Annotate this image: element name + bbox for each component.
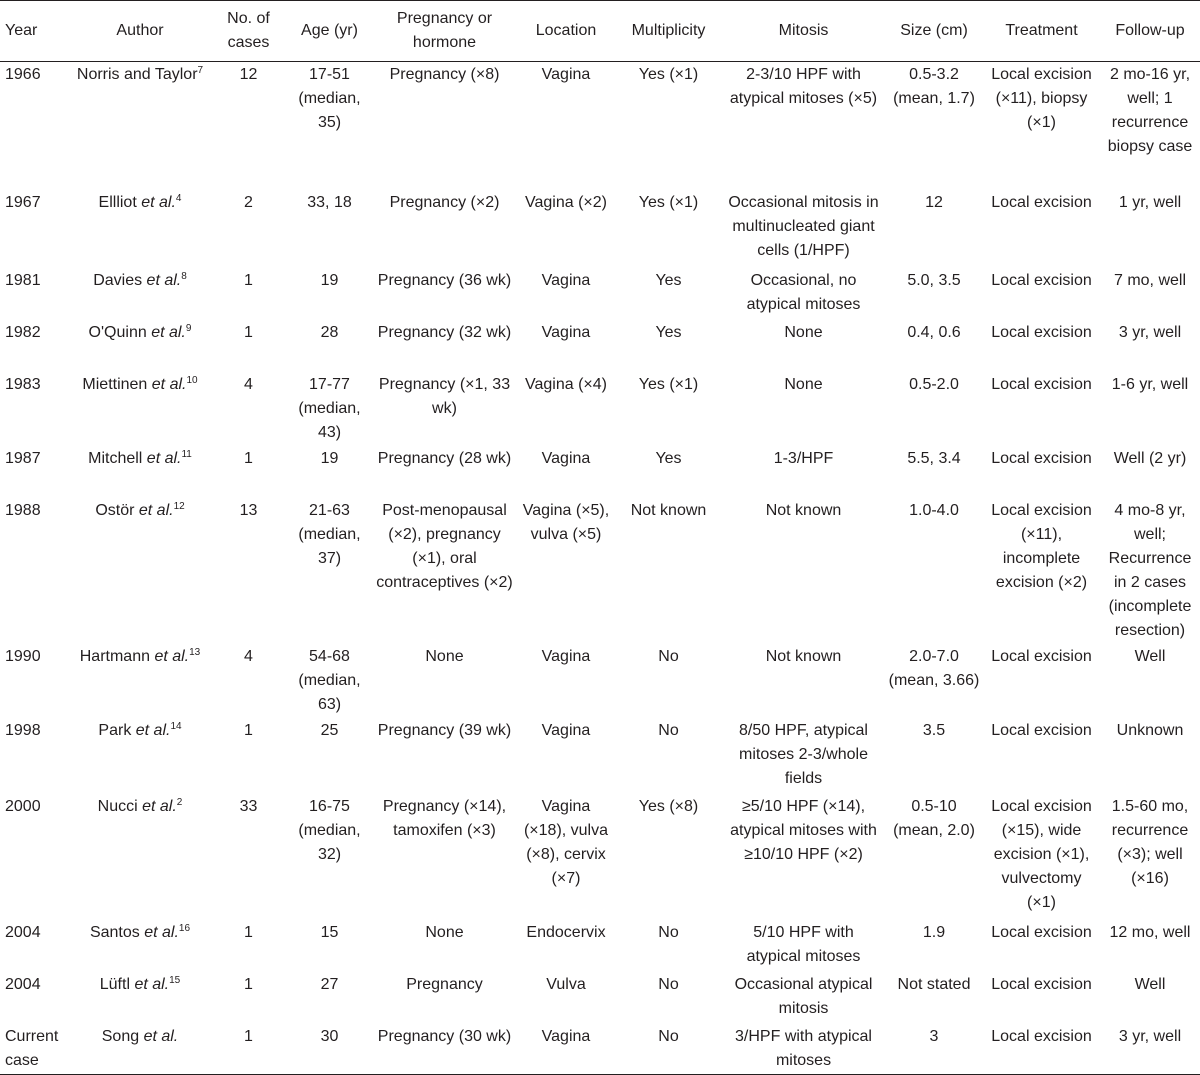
cell-followup: Well xyxy=(1134,976,1166,993)
table-row xyxy=(0,644,1200,718)
header-row xyxy=(0,1,1200,62)
cell-age: 19 xyxy=(320,272,339,289)
cell-age: 30 xyxy=(287,1024,372,1075)
cell-mitosis: 2-3/10 HPF with atypical mitoses (×5) xyxy=(729,66,878,107)
cell-year: Current case xyxy=(0,1024,70,1075)
header-size: Size (cm) xyxy=(885,1,983,62)
reference-number: 14 xyxy=(170,721,182,732)
cell-age: 16-75 (median, 32) xyxy=(298,798,361,863)
cell-year: 1967 xyxy=(5,194,41,211)
cell-size: 0.4, 0.6 xyxy=(907,324,961,341)
cell-mitosis: None xyxy=(784,376,823,393)
cell-pregnancy: Pregnancy (32 wk) xyxy=(377,324,512,341)
header-author: Author xyxy=(70,1,210,62)
cell-year: 1987 xyxy=(5,450,41,467)
reference-number: 15 xyxy=(169,975,181,986)
table-row xyxy=(0,268,1200,320)
cell-year: 1990 xyxy=(5,648,41,665)
table-row xyxy=(0,498,1200,644)
cell-multiplicity: No xyxy=(658,648,679,665)
cell-year: 1988 xyxy=(5,502,41,519)
cell-followup: 12 mo, well xyxy=(1109,924,1191,941)
cell-treatment: Local excision xyxy=(991,450,1092,467)
table-row xyxy=(0,920,1200,972)
cell-followup: 2 mo-16 yr, well; 1 recurrence biopsy case xyxy=(1107,66,1193,155)
cell-cases: 33 xyxy=(239,798,258,815)
header-cases: No. of cases xyxy=(210,1,287,62)
cell-author xyxy=(70,62,210,191)
author-name: Davies xyxy=(93,272,147,289)
cell-mitosis: Occasional, no atypical mitoses xyxy=(746,272,861,313)
author-name: Ellliot xyxy=(98,194,142,211)
cell-cases: 4 xyxy=(244,648,253,665)
cell-age: 25 xyxy=(320,722,339,739)
author-name: Nucci xyxy=(97,798,143,815)
cell-author xyxy=(70,498,210,644)
cell-age: 27 xyxy=(320,976,339,993)
author-et-al: et al. xyxy=(135,722,171,739)
table-row xyxy=(0,794,1200,920)
table-body xyxy=(0,62,1200,1075)
cell-location: Vagina xyxy=(541,66,591,83)
cell-followup: 7 mo, well xyxy=(1113,272,1187,289)
cell-multiplicity: No xyxy=(658,722,679,739)
cell-age: 17-77 (median, 43) xyxy=(298,376,361,441)
cell-size: 3 xyxy=(885,1024,983,1075)
cell-multiplicity: No xyxy=(615,1024,722,1075)
author-et-al: et al. xyxy=(138,502,174,519)
cell-size: 0.5-3.2 (mean, 1.7) xyxy=(893,66,975,107)
reference-number: 13 xyxy=(189,647,201,658)
reference-number: 16 xyxy=(178,923,191,934)
header-year: Year xyxy=(0,1,70,62)
cell-age: 15 xyxy=(320,924,339,941)
cell-location: Vagina xyxy=(541,324,591,341)
author-et-al: et al. xyxy=(151,376,187,393)
cell-author xyxy=(70,446,210,498)
reference-number: 9 xyxy=(185,323,192,334)
cell-age: 21-63 (median, 37) xyxy=(298,502,361,567)
header-age: Age (yr) xyxy=(287,1,372,62)
cell-followup: Well xyxy=(1134,648,1166,665)
cell-treatment: Local excision (×15), wide excision (×1), vulvectomy (×1) xyxy=(991,798,1092,911)
cell-size: 5.0, 3.5 xyxy=(907,272,961,289)
cell-treatment: Local excision xyxy=(991,376,1092,393)
cell-year: 1981 xyxy=(5,272,41,289)
cell-location: Vagina (×18), vulva (×8), cervix (×7) xyxy=(523,798,609,887)
author-et-al: et al. xyxy=(134,976,170,993)
header-followup: Follow-up xyxy=(1100,1,1200,62)
cell-treatment: Local excision xyxy=(991,324,1092,341)
cell-treatment: Local excision xyxy=(991,722,1092,739)
cell-pregnancy: Pregnancy (39 wk) xyxy=(377,722,512,739)
cell-multiplicity: Yes xyxy=(655,450,682,467)
cell-year: 1983 xyxy=(5,376,41,393)
cell-cases: 13 xyxy=(239,502,258,519)
header-treatment: Treatment xyxy=(983,1,1100,62)
cell-pregnancy: Pregnancy (×2) xyxy=(389,194,500,211)
author-name: Ostör xyxy=(95,502,139,519)
cell-size: 5.5, 3.4 xyxy=(907,450,961,467)
cell-author xyxy=(70,644,210,718)
author-et-al: et al. xyxy=(143,1028,179,1045)
cell-followup: 1 yr, well xyxy=(1118,194,1182,211)
cell-followup: 4 mo-8 yr, well; Recurrence in 2 cases (incomplete resection) xyxy=(1108,502,1192,639)
cell-cases: 4 xyxy=(244,376,253,393)
table-row xyxy=(0,718,1200,794)
cell-location: Vagina xyxy=(517,1024,615,1075)
cell-cases: 1 xyxy=(244,272,253,289)
cell-age: 19 xyxy=(320,450,339,467)
author-et-al: et al. xyxy=(142,798,177,815)
cell-followup: Well (2 yr) xyxy=(1113,450,1187,467)
author-name: Mitchell xyxy=(88,450,147,467)
cell-mitosis: 3/HPF with atypical mitoses xyxy=(722,1024,885,1075)
cell-size: 0.5-10 (mean, 2.0) xyxy=(893,798,975,839)
cell-multiplicity: No xyxy=(658,924,679,941)
cell-mitosis: None xyxy=(784,324,823,341)
cell-location: Vagina xyxy=(541,272,591,289)
cell-mitosis: Not known xyxy=(765,502,842,519)
cell-year: 2000 xyxy=(5,798,41,815)
table-row xyxy=(0,1024,1200,1075)
header-location: Location xyxy=(517,1,615,62)
cell-multiplicity: Yes (×1) xyxy=(638,194,699,211)
cell-cases: 1 xyxy=(244,450,253,467)
cell-mitosis: ≥5/10 HPF (×14), atypical mitoses with ≥10/10 HPF (×2) xyxy=(730,798,877,863)
author-et-al: et al. xyxy=(146,450,182,467)
cell-mitosis: Occasional atypical mitosis xyxy=(734,976,873,1017)
cell-treatment: Local excision (×11), biopsy (×1) xyxy=(991,66,1092,131)
table-row xyxy=(0,972,1200,1024)
cell-location: Vagina xyxy=(541,648,591,665)
author-name: Norris and Taylor xyxy=(76,66,198,83)
cell-multiplicity: Yes xyxy=(655,272,682,289)
cell-pregnancy: Post-menopausal (×2), pregnancy (×1), oral contraceptives (×2) xyxy=(376,502,513,591)
cell-year: 1982 xyxy=(5,324,41,341)
table-row xyxy=(0,372,1200,446)
cell-treatment: Local excision xyxy=(991,976,1092,993)
cell-treatment: Local excision xyxy=(991,194,1092,211)
cell-multiplicity: Yes xyxy=(655,324,682,341)
cell-multiplicity: No xyxy=(658,976,679,993)
cell-cases: 12 xyxy=(239,66,258,83)
cell-cases: 1 xyxy=(244,924,253,941)
cell-cases: 2 xyxy=(244,194,253,211)
cell-year: 2004 xyxy=(5,976,41,993)
cell-pregnancy: Pregnancy (36 wk) xyxy=(377,272,512,289)
cell-size: 1.9 xyxy=(922,924,946,941)
cell-treatment: Local excision xyxy=(991,924,1092,941)
cell-pregnancy: Pregnancy (×8) xyxy=(389,66,500,83)
author-name: Park xyxy=(98,722,136,739)
cell-location: Vagina xyxy=(541,450,591,467)
cell-age: 54-68 (median, 63) xyxy=(298,648,361,713)
cell-author xyxy=(70,320,210,372)
cell-pregnancy: None xyxy=(425,924,464,941)
cell-pregnancy: Pregnancy (30 wk) xyxy=(372,1024,517,1075)
reference-number: 10 xyxy=(186,375,198,386)
author-et-al: et al. xyxy=(146,272,182,289)
header-pregnancy: Pregnancy or hormone xyxy=(372,1,517,62)
cell-age: 33, 18 xyxy=(307,194,352,211)
author-name: Lüftl xyxy=(99,976,135,993)
cell-pregnancy: Pregnancy (×14), tamoxifen (×3) xyxy=(382,798,507,839)
cell-pregnancy: Pregnancy xyxy=(406,976,483,993)
cell-treatment: Local excision xyxy=(983,1024,1100,1075)
author-name: Santos xyxy=(89,924,145,941)
author-et-al: et al. xyxy=(151,324,186,341)
reference-number: 4 xyxy=(175,193,182,204)
table-row xyxy=(0,446,1200,498)
cell-followup: 3 yr, well xyxy=(1100,1024,1200,1075)
reference-number: 12 xyxy=(173,501,185,512)
cell-pregnancy: Pregnancy (28 wk) xyxy=(377,450,512,467)
reference-number: 11 xyxy=(181,449,192,460)
cell-followup: 1.5-60 mo, recurrence (×3); well (×16) xyxy=(1111,798,1189,887)
cell-year: 1998 xyxy=(5,722,41,739)
cell-cases: 1 xyxy=(244,976,253,993)
reference-number: 2 xyxy=(176,797,183,808)
cell-location: Vulva xyxy=(546,976,586,993)
header-mitosis: Mitosis xyxy=(722,1,885,62)
cell-mitosis: 5/10 HPF with atypical mitoses xyxy=(746,924,861,965)
cell-size: 12 xyxy=(925,194,943,211)
cell-mitosis: Not known xyxy=(765,648,842,665)
cell-location: Vagina (×5), vulva (×5) xyxy=(522,502,610,543)
reference-number: 7 xyxy=(197,65,204,76)
cell-multiplicity: Not known xyxy=(630,502,707,519)
author-et-al: et al. xyxy=(144,924,179,941)
cell-followup: 1-6 yr, well xyxy=(1111,376,1189,393)
cell-location: Endocervix xyxy=(526,924,606,941)
cell-author xyxy=(70,1024,210,1075)
table-row xyxy=(0,320,1200,372)
cell-size: 1.0-4.0 xyxy=(909,502,959,519)
cell-author xyxy=(70,794,210,920)
author-name: O'Quinn xyxy=(88,324,152,341)
author-et-al: et al. xyxy=(141,194,176,211)
cell-mitosis: Occasional mitosis in multinucleated giant cells (1/HPF) xyxy=(728,194,879,259)
cell-cases: 1 xyxy=(244,324,253,341)
cell-author xyxy=(70,268,210,320)
cell-size: 2.0-7.0 (mean, 3.66) xyxy=(888,648,980,689)
cell-age: 28 xyxy=(320,324,339,341)
table-row xyxy=(0,190,1200,268)
cell-size: 3.5 xyxy=(922,722,946,739)
cell-author xyxy=(70,718,210,794)
cell-treatment: Local excision xyxy=(991,272,1092,289)
author-name: Miettinen xyxy=(82,376,152,393)
cell-author xyxy=(70,190,210,268)
cell-followup: 3 yr, well xyxy=(1118,324,1182,341)
cell-mitosis: 1-3/HPF xyxy=(773,450,834,467)
cell-pregnancy: None xyxy=(425,648,464,665)
cell-multiplicity: Yes (×1) xyxy=(638,376,699,393)
cell-pregnancy: Pregnancy (×1, 33 wk) xyxy=(378,376,511,417)
cell-followup: Unknown xyxy=(1116,722,1184,739)
author-et-al: et al. xyxy=(154,648,190,665)
reference-number: 8 xyxy=(181,271,187,282)
header-multiplicity: Multiplicity xyxy=(615,1,722,62)
cell-treatment: Local excision (×11), incomplete excision (×2) xyxy=(991,502,1092,591)
cell-size: Not stated xyxy=(897,976,971,993)
cell-cases: 1 xyxy=(210,1024,287,1075)
author-name: Hartmann xyxy=(79,648,155,665)
cell-year: 2004 xyxy=(5,924,41,941)
cell-cases: 1 xyxy=(244,722,253,739)
cell-mitosis: 8/50 HPF, atypical mitoses 2-3/whole fields xyxy=(739,722,868,787)
table-row xyxy=(0,62,1200,191)
cell-treatment: Local excision xyxy=(991,648,1092,665)
author-name: Song xyxy=(101,1028,144,1045)
cell-author xyxy=(70,372,210,446)
cell-year: 1966 xyxy=(5,66,41,83)
cell-size: 0.5-2.0 xyxy=(909,376,959,393)
cell-multiplicity: Yes (×1) xyxy=(638,66,699,83)
cell-author xyxy=(70,920,210,972)
cell-location: Vagina xyxy=(541,722,591,739)
cell-age: 17-51 (median, 35) xyxy=(298,66,361,131)
cell-location: Vagina (×2) xyxy=(525,194,607,211)
cell-location: Vagina (×4) xyxy=(525,376,607,393)
cell-author xyxy=(70,972,210,1024)
cell-multiplicity: Yes (×8) xyxy=(638,798,699,815)
